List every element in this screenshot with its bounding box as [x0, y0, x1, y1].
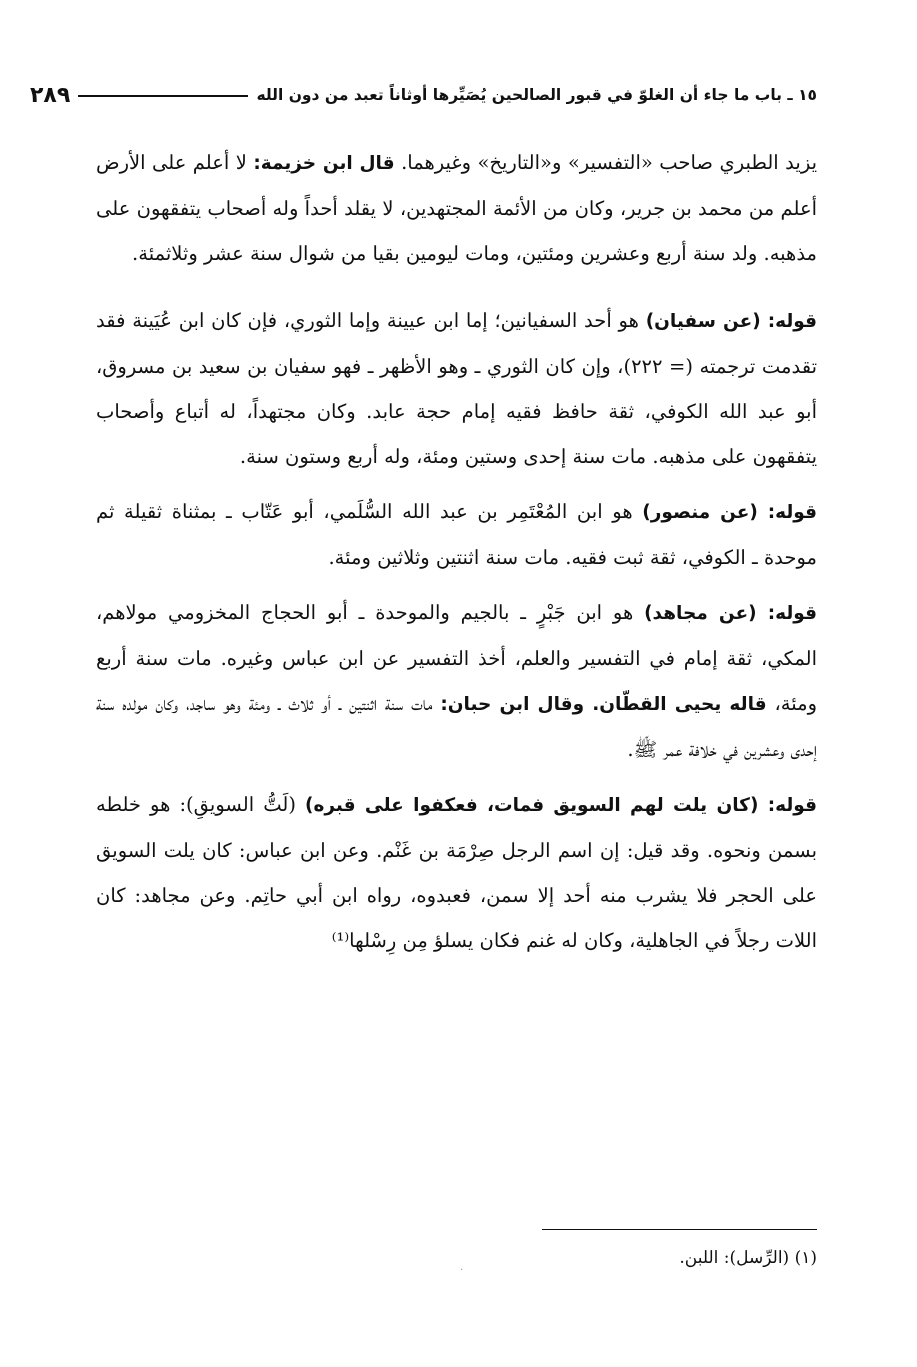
header-rule: [78, 95, 248, 97]
print-speck: ·: [460, 1265, 464, 1276]
paragraph-lead: قوله: (عن مجاهد): [644, 603, 817, 624]
paragraph-mujahid: [96, 590, 817, 772]
paragraph-text: مات سنة اثنتين ـ أو ثلاث ـ ومئة وهو ساجد، وكان مولده سنة إحدى وعشرين في خلافة عمر ﷺ.: [96, 692, 817, 761]
paragraph-lead: قوله: (عن سفيان): [645, 311, 817, 332]
paragraph-sawiq: [96, 782, 817, 963]
paragraph-text: هو أحد السفيانين؛ إما ابن عيينة وإما الثوري، فإن كان ابن عُيَينة فقد تقدمت ترجمته (= ٢٢٢)، وإن كان الثوري ـ وهو الأظهر ـ فهو سفيان بن سعيد بن مسروق، أبو عبد الله الكوفي، ثقة حافظ فقيه إمام حجة عابد. وكان مجتهداً، له أتباع وأصحاب يتفقهون على مذهبه. مات سنة إحدى وستين ومئة، وله أربع وستون سنة.: [96, 309, 818, 468]
paragraph-lead: قاله يحيى القطّان. وقال ابن حبان:: [440, 694, 767, 715]
running-header: [30, 78, 817, 112]
paragraph-lead: قال ابن خزيمة:: [253, 153, 395, 174]
paragraph-mansur: [96, 489, 817, 580]
main-text: [96, 140, 817, 963]
paragraph-sufyan: [96, 298, 817, 479]
paragraph-text: هو ابن جَبْرٍ ـ بالجيم والموحدة ـ أبو الحجاج المخزومي مولاهم، المكي، ثقة إمام في التفسير والعلم، أخذ التفسير عن ابن عباس وغيره. مات سنة أربع ومئة،: [96, 601, 818, 715]
footnote: (١) (الرِّسل): اللبن.: [679, 1248, 817, 1268]
paragraph-text: (لَتُّ السويقِ): هو خلطه بسمن ونحوه. وقد قيل: إن اسم الرجل صِرْمَة بن غَنْم. وعن ابن عباس: كان يلت السويق على الحجر فلا يشرب منه أحد إلا سمن، فعبدوه، رواه ابن أبي حاتِم. وعن مجاهد: كان اللات رجلاً في الجاهلية، وكان له غنم فكان يسلؤ مِن رِسْلها⁽¹⁾: [96, 793, 817, 952]
paragraph-text: يزيد الطبري صاحب «التفسير» و«التاريخ» وغيرهما.: [401, 151, 818, 174]
page-number: ٢٨٩: [30, 82, 71, 108]
paragraph-lead: قوله: (كان يلت لهم السويق فمات، فعكفوا على قبره): [305, 795, 817, 816]
paragraph-text: لا أعلم على الأرض أعلم من محمد بن جرير، وكان من الأئمة المجتهدين، لا يقلد أحداً وله أصحاب يتفقهون على مذهبه. ولد سنة أربع وعشرين ومئتين، ومات ليومين بقيا من شوال سنة عشر وثلاثمئة.: [96, 151, 817, 265]
paragraph-lead: قوله: (عن منصور): [642, 502, 818, 523]
footnote-separator: [542, 1229, 817, 1230]
paragraph-tabari: [96, 140, 817, 276]
paragraph-text: هو ابن المُعْتَمِر بن عبد الله السُّلَمي، أبو عَتّاب ـ بمثناة ثقيلة ثم موحدة ـ الكوفي، ثقة ثبت فقيه. مات سنة اثنتين وثلاثين ومئة.: [96, 500, 817, 569]
chapter-title: ١٥ ـ باب ما جاء أن الغلوّ في قبور الصالحين يُصَيِّرها أوثاناً تعبد من دون الله: [256, 86, 817, 104]
